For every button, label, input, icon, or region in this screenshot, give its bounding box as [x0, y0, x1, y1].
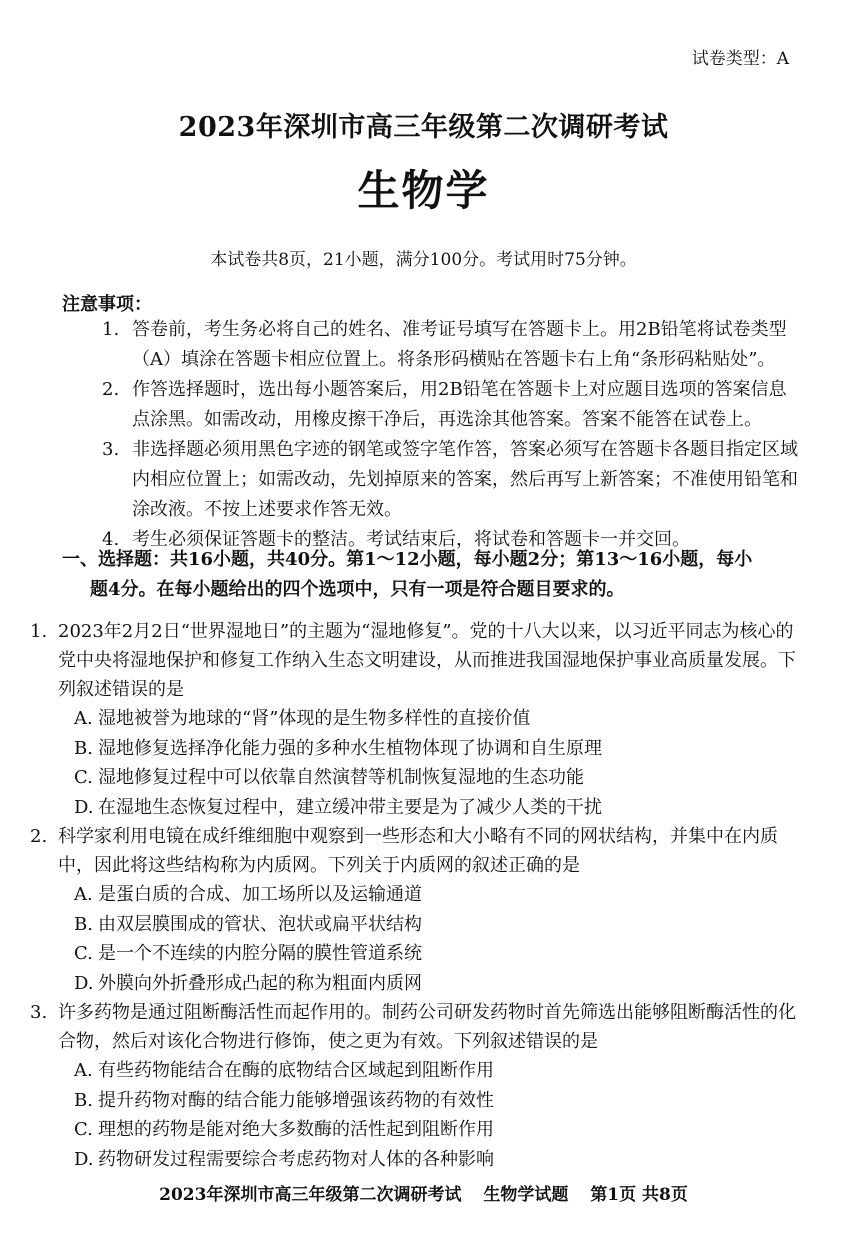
notice-text: 答卷前，考生务必将自己的姓名、准考证号填写在答题卡上。用2B铅笔将试卷类型（A）填涂在答题卡相应位置上。将条形码横贴在答题卡右上角“条形码粘贴处”。: [132, 319, 787, 370]
option-c: [74, 763, 810, 793]
question-text: 2023年2月2日“世界湿地日”的主题为“湿地修复”。党的十八大以来，以习近平同志为核心的党中央将湿地保护和修复工作纳入生态文明建设，从而推进我国湿地保护事业高质量发展。下列叙述错误的是: [58, 621, 796, 700]
footer-subject: 生物学试题: [483, 1185, 569, 1205]
option-a: [74, 704, 810, 734]
question-list: [30, 617, 810, 1174]
question-number: 1.: [30, 621, 48, 642]
notice-item: [102, 375, 802, 435]
option-text: 有些药物能结合在酶的底物结合区域起到阻断作用: [98, 1060, 494, 1081]
question-2: [30, 822, 810, 998]
notice-number: 2.: [102, 379, 120, 400]
option-text: 理想的药物是能对绝大多数酶的活性起到阻断作用: [98, 1119, 494, 1140]
page-footer: [0, 1180, 847, 1205]
option-text: 是一个不连续的内腔分隔的膜性管道系统: [98, 943, 422, 964]
option-text: 是蛋白质的合成、加工场所以及运输通道: [98, 884, 422, 905]
notice-text: 考生必须保证答题卡的整洁。考试结束后，将试卷和答题卡一并交回。: [132, 529, 690, 550]
option-letter: D.: [74, 972, 94, 994]
option-letter: C.: [74, 767, 93, 788]
option-letter: B.: [74, 737, 93, 759]
question-text: 许多药物是通过阻断酶活性而起作用的。制药公司研发药物时首先筛选出能够阻断酶活性的化合物，然后对该化合物进行修饰，使之更为有效。下列叙述错误的是: [58, 1002, 796, 1052]
option-text: 提升药物对酶的结合能力能够增强该药物的有效性: [98, 1089, 494, 1111]
question-number: 2.: [30, 826, 48, 847]
footer-title: 2023年深圳市高三年级第二次调研考试: [159, 1185, 462, 1205]
paper-type-label: 试卷类型：A: [691, 49, 789, 69]
notice-text: 非选择题必须用黑色字迹的钢笔或签字笔作答，答案必须写在答题卡各题目指定区域内相应位置上；如需改动，先划掉原来的答案，然后再写上新答案；不准使用铅笔和涂改液。不按上述要求作答无效。: [132, 439, 798, 520]
option-text: 在湿地生态恢复过程中，建立缓冲带主要是为了减少人类的干扰: [98, 796, 602, 818]
option-letter: A.: [74, 884, 93, 905]
option-letter: D.: [74, 796, 94, 818]
option-text: 药物研发过程需要综合考虑药物对人体的各种影响: [98, 1148, 494, 1170]
question-stem: [30, 998, 810, 1056]
section-heading: [62, 545, 807, 605]
option-b: [74, 910, 810, 940]
question-stem: [30, 617, 810, 704]
notice-number: 4.: [102, 529, 120, 550]
question-3: [30, 998, 810, 1174]
question-number: 3.: [30, 1002, 48, 1023]
option-letter: B.: [74, 1089, 93, 1111]
question-1: [30, 617, 810, 822]
option-text: 由双层膜围成的管状、泡状或扁平状结构: [98, 913, 422, 935]
option-d: [74, 793, 810, 823]
option-letter: A.: [74, 1060, 93, 1081]
option-list: [30, 880, 810, 998]
notice-item: [102, 315, 802, 375]
option-letter: C.: [74, 943, 93, 964]
option-b: [74, 734, 810, 764]
option-text: 外膜向外折叠形成凸起的称为粗面内质网: [98, 972, 422, 994]
option-letter: A.: [74, 708, 93, 729]
option-text: 湿地修复选择净化能力强的多种水生植物体现了协调和自生原理: [98, 737, 602, 759]
notice-number: 3.: [102, 439, 120, 460]
option-d: [74, 969, 810, 999]
option-text: 湿地修复过程中可以依靠自然演替等机制恢复湿地的生态功能: [98, 767, 584, 788]
option-list: [30, 1056, 810, 1174]
option-c: [74, 939, 810, 969]
option-text: 湿地被誉为地球的“肾”体现的是生物多样性的直接价值: [98, 708, 531, 729]
notice-title: 注意事项：: [62, 294, 152, 315]
option-letter: C.: [74, 1119, 93, 1140]
section-label: 一、选择题：共16小题，共40分。第1～12小题，每小题2分；第13～16小题，每小: [62, 549, 753, 570]
notice-text: 作答选择题时，选出每小题答案后，用2B铅笔在答题卡上对应题目选项的答案信息点涂黑。如需改动，用橡皮擦干净后，再选涂其他答案。答案不能答在试卷上。: [132, 379, 787, 430]
notice-item: [102, 435, 802, 525]
notice-number: 1.: [102, 319, 120, 340]
notice-list: [102, 315, 802, 555]
question-text: 科学家利用电镜在成纤维细胞中观察到一些形态和大小略有不同的网状结构，并集中在内质中，因此将这些结构称为内质网。下列关于内质网的叙述正确的是: [58, 826, 778, 876]
option-c: [74, 1115, 810, 1145]
question-stem: [30, 822, 810, 880]
footer-page-number: 第1页 共8页: [590, 1185, 688, 1205]
option-d: [74, 1145, 810, 1175]
option-letter: B.: [74, 913, 93, 935]
option-letter: D.: [74, 1148, 94, 1170]
option-list: [30, 704, 810, 822]
option-a: [74, 880, 810, 910]
option-b: [74, 1086, 810, 1116]
subject-title: 生物学: [357, 166, 490, 215]
section-label-continued: 题4分。在每小题给出的四个选项中，只有一项是符合题目要求的。: [90, 579, 625, 600]
exam-info: 本试卷共8页，21小题，满分100分。考试用时75分钟。: [210, 250, 637, 270]
option-a: [74, 1056, 810, 1086]
exam-title: 2023年深圳市高三年级第二次调研考试: [178, 112, 669, 143]
